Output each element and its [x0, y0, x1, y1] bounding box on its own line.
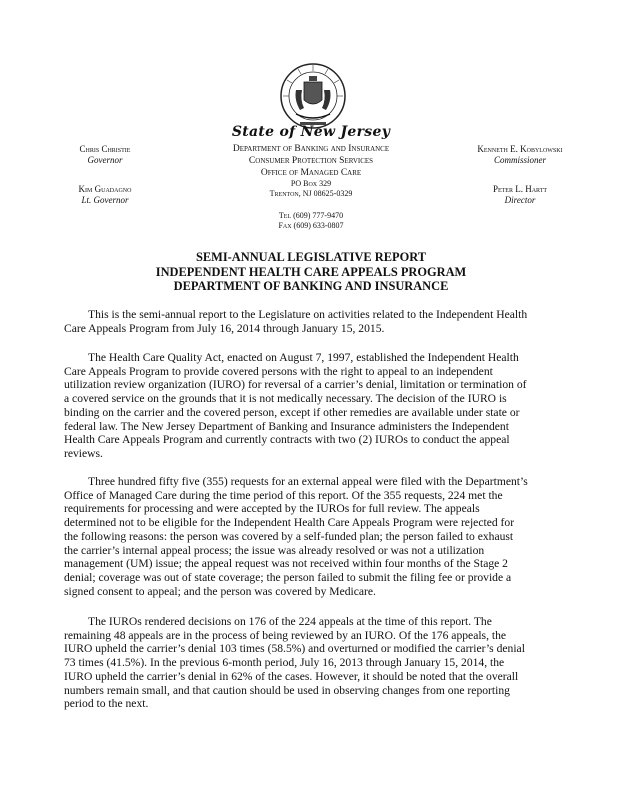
text-line: Care Appeals Program to provide covered persons with the right to appeal to an independent	[64, 364, 493, 378]
text-line: federal law. The New Jersey Department of Banking and Insurance administers the Independent	[64, 419, 509, 433]
left-official-2	[60, 184, 150, 206]
text-line: determined not to be eligible for the Independent Health Care Appeals Program were rejected for	[64, 516, 515, 530]
text-line: the carrier’s internal appeal process; the issue was already resolved or was not a utilization	[64, 543, 485, 557]
heading-line: SEMI-ANNUAL LEGISLATIVE REPORT	[196, 250, 426, 264]
office-name: Office of Managed Care	[260, 168, 362, 178]
division-name: Consumer Protection Services	[248, 156, 374, 166]
po-box: PO Box 329	[290, 179, 332, 188]
text-line: numbers remain small, and that caution should be used in observing changes from one reporting	[64, 683, 510, 697]
text-line: The IUROs rendered decisions on 176 of the 224 appeals at the time of this report. The	[88, 615, 492, 628]
official-name: Chris Christie	[79, 144, 131, 154]
paragraph-decisions	[64, 615, 560, 711]
official-title: Director	[504, 195, 536, 205]
official-title: Lt. Governor	[81, 195, 129, 205]
text-line: management (UM) issue; the appeal request was not received within four months of the Stage 2	[64, 557, 508, 571]
letterhead-address	[180, 143, 442, 199]
right-official-1	[460, 144, 580, 166]
heading-line: DEPARTMENT OF BANKING AND INSURANCE	[173, 279, 449, 293]
text-line: IURO upheld the carrier’s denial in 62% of the cases. However, it should be noted that the overall	[64, 669, 519, 683]
text-line: utilization review organization (IURO) for reversal of a carrier’s denial, limitation or termination of	[64, 378, 527, 392]
text-line: period to the next.	[64, 697, 149, 711]
report-heading	[100, 250, 522, 294]
paragraph-act	[64, 351, 560, 461]
left-official-1	[60, 144, 150, 166]
text-line: the following reasons: the person was covered by a self-funded plan; the person failed to exhaust	[64, 529, 514, 543]
text-line: Care Appeals Program from July 16, 2014 through January 15, 2015.	[64, 321, 385, 335]
text-line: signed consent to appeal; and the person was covered by Medicare.	[64, 584, 376, 598]
text-line: Health Care Appeals Program and currently contracts with two (2) IUROs to conduct the appeal	[64, 433, 510, 447]
text-line: a covered service on the grounds that it is not medically necessary. The decision of the IURO is	[64, 392, 507, 406]
official-title: Governor	[87, 155, 123, 165]
official-name: Peter L. Hartt	[492, 184, 548, 194]
fax-line: Fax (609) 633-0807	[278, 221, 344, 230]
official-name: Kenneth E. Kobylowski	[477, 144, 563, 154]
city-line: Trenton, NJ 08625-0329	[269, 189, 353, 198]
department-name: Department of Banking and Insurance	[232, 144, 390, 154]
text-line: binding on the carrier and the covered person, except if other remedies are available under state or	[64, 405, 520, 419]
text-line: remaining 48 appeals are in the process of being reviewed by an IURO. Of the 176 appeals, the	[64, 628, 507, 642]
text-line: This is the semi-annual report to the Legislature on activities related to the Independent Health	[88, 308, 528, 321]
phone-block	[250, 211, 372, 231]
text-line: requirements for processing and were accepted by the IUROs for full review. The appeals	[64, 502, 480, 516]
text-line: 73 times (41.5%). In the previous 6-month period, July 16, 2013 through January 15, 2014, the	[64, 656, 505, 670]
heading-line: INDEPENDENT HEALTH CARE APPEALS PROGRAM	[155, 264, 467, 279]
text-line: Office of Managed Care during the time period of this report. Of the 355 requests, 224 met the	[64, 488, 503, 502]
text-line: IURO upheld the carrier’s denial 103 times (58.5%) and overturned or modified the carrier’s denial	[64, 642, 525, 656]
text-line: reviews.	[64, 446, 103, 460]
text-line: denial; coverage was out of state coverage; the person failed to submit the filing fee or provide a	[64, 570, 512, 584]
paragraph-intro	[64, 308, 560, 335]
text-line: Three hundred fifty five (355) requests for an external appeal were filed with the Department’s	[88, 475, 528, 488]
right-official-2	[460, 184, 580, 206]
text-line: The Health Care Quality Act, enacted on August 7, 1997, established the Independent Health	[88, 351, 519, 364]
state-name: State of New Jersey	[231, 124, 391, 140]
official-title: Commissioner	[493, 155, 546, 165]
paragraph-requests	[64, 475, 560, 598]
official-name: Kim Guadagno	[78, 184, 132, 194]
tel-line: Tel (609) 777-9470	[278, 211, 344, 220]
